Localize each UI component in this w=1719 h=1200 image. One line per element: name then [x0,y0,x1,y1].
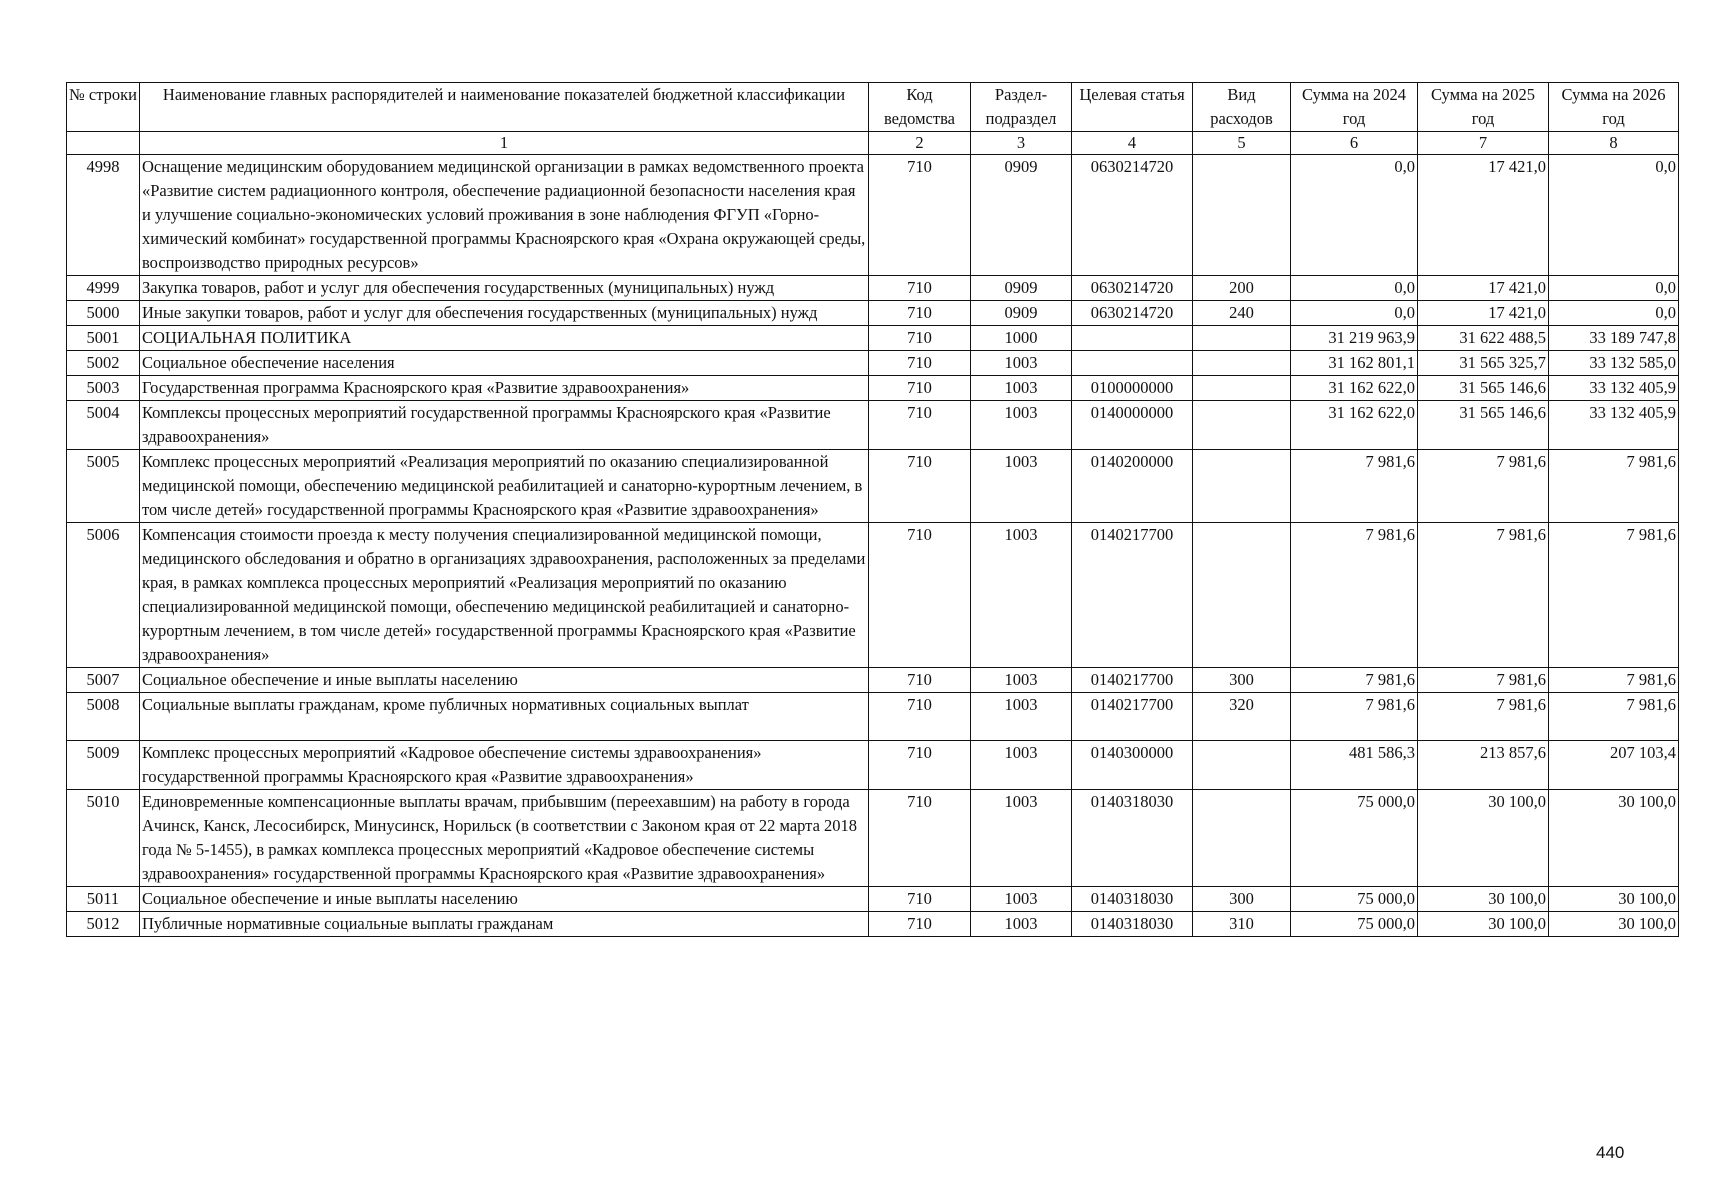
row-number: 4998 [67,155,140,276]
table-row [67,155,1679,276]
table-row [67,326,1679,351]
sum-2024: 7 981,6 [1291,523,1418,668]
sum-2025: 31 622 488,5 [1418,326,1549,351]
table-row [67,912,1679,937]
target-article: 0140318030 [1072,790,1193,887]
row-name: Оснащение медицинским оборудованием медицинской организации в рамках ведомственного проекта «Развитие систем радиационного контроля, обеспечение радиационной безопасности населения края и улучшение социально-экономических условий проживания в зоне наблюдения ФГУП «Горно-химический комбинат» государственной программы Красноярского края «Охрана окружающей среды, воспроизводство природных ресурсов» [140,155,869,276]
sum-2025: 30 100,0 [1418,887,1549,912]
department-code: 710 [869,401,971,450]
sum-2025: 17 421,0 [1418,155,1549,276]
row-name: Государственная программа Красноярского края «Развитие здравоохранения» [140,376,869,401]
target-article: 0140217700 [1072,523,1193,668]
section-code: 0909 [971,155,1072,276]
section-code: 1003 [971,741,1072,790]
section-code: 1003 [971,450,1072,523]
target-article [1072,351,1193,376]
target-article: 0140300000 [1072,741,1193,790]
row-name: Социальное обеспечение и иные выплаты населению [140,668,869,693]
section-code: 1003 [971,401,1072,450]
sum-2026: 30 100,0 [1549,912,1679,937]
table-row [67,887,1679,912]
column-number: 2 [869,132,971,155]
sum-2026: 0,0 [1549,276,1679,301]
column-number: 4 [1072,132,1193,155]
page-number: 440 [1596,1143,1625,1162]
row-number: 5011 [67,887,140,912]
sum-2024: 75 000,0 [1291,912,1418,937]
sum-2025: 17 421,0 [1418,276,1549,301]
expense-type [1193,790,1291,887]
section-code: 1003 [971,668,1072,693]
row-number: 5009 [67,741,140,790]
row-name: Компенсация стоимости проезда к месту получения специализированной медицинской помощи, медицинского обследования и обратно в организациях здравоохранения, расположенных за пределами края, в рамках комплекса процессных мероприятий «Реализация мероприятий по оказанию специализированной медицинской помощи, обеспечению медицинской реабилитацией и санаторно-курортным лечением, в том числе детей» государственной программы Красноярского края «Развитие здравоохранения» [140,523,869,668]
section-code: 1003 [971,912,1072,937]
department-code: 710 [869,887,971,912]
table-row [67,668,1679,693]
expense-type: 300 [1193,668,1291,693]
header-department-code: Код ведомства [869,83,971,132]
sum-2024: 0,0 [1291,155,1418,276]
header-expense-type: Вид расходов [1193,83,1291,132]
column-number: 3 [971,132,1072,155]
sum-2025: 31 565 146,6 [1418,376,1549,401]
sum-2025: 17 421,0 [1418,301,1549,326]
section-code: 1003 [971,693,1072,741]
budget-table [66,82,1679,937]
sum-2024: 31 162 622,0 [1291,376,1418,401]
sum-2024: 75 000,0 [1291,887,1418,912]
row-number: 5004 [67,401,140,450]
row-name: Иные закупки товаров, работ и услуг для обеспечения государственных (муниципальных) нужд [140,301,869,326]
sum-2026: 7 981,6 [1549,693,1679,741]
department-code: 710 [869,668,971,693]
sum-2025: 31 565 146,6 [1418,401,1549,450]
target-article: 0140200000 [1072,450,1193,523]
target-article: 0630214720 [1072,301,1193,326]
section-code: 1000 [971,326,1072,351]
row-number: 5012 [67,912,140,937]
department-code: 710 [869,376,971,401]
department-code: 710 [869,523,971,668]
table-row [67,693,1679,741]
sum-2026: 0,0 [1549,155,1679,276]
table-row [67,450,1679,523]
column-number: 7 [1418,132,1549,155]
sum-2026: 0,0 [1549,301,1679,326]
sum-2025: 31 565 325,7 [1418,351,1549,376]
expense-type [1193,351,1291,376]
expense-type [1193,523,1291,668]
section-code: 1003 [971,523,1072,668]
department-code: 710 [869,351,971,376]
table-row [67,741,1679,790]
expense-type: 320 [1193,693,1291,741]
header-row [67,83,1679,132]
header-sum-2026: Сумма на 2026 год [1549,83,1679,132]
row-name: СОЦИАЛЬНАЯ ПОЛИТИКА [140,326,869,351]
sum-2024: 7 981,6 [1291,450,1418,523]
row-number: 5008 [67,693,140,741]
section-code: 1003 [971,790,1072,887]
table-row [67,523,1679,668]
target-article: 0100000000 [1072,376,1193,401]
sum-2024: 0,0 [1291,301,1418,326]
department-code: 710 [869,790,971,887]
header-section: Раздел-подраздел [971,83,1072,132]
row-name: Закупка товаров, работ и услуг для обеспечения государственных (муниципальных) нужд [140,276,869,301]
sum-2025: 7 981,6 [1418,693,1549,741]
expense-type [1193,401,1291,450]
sum-2026: 7 981,6 [1549,668,1679,693]
sum-2025: 7 981,6 [1418,523,1549,668]
target-article: 0630214720 [1072,276,1193,301]
column-number [67,132,140,155]
row-number: 5000 [67,301,140,326]
sum-2024: 31 162 622,0 [1291,401,1418,450]
department-code: 710 [869,450,971,523]
expense-type: 240 [1193,301,1291,326]
table-row [67,351,1679,376]
sum-2024: 31 162 801,1 [1291,351,1418,376]
table-row [67,276,1679,301]
expense-type: 300 [1193,887,1291,912]
row-name: Социальное обеспечение населения [140,351,869,376]
row-name: Комплекс процессных мероприятий «Реализация мероприятий по оказанию специализированной медицинской помощи, обеспечению медицинской реабилитацией и санаторно-курортным лечением, в том числе детей» государственной программы Красноярского края «Развитие здравоохранения» [140,450,869,523]
column-number: 1 [140,132,869,155]
header-name: Наименование главных распорядителей и наименование показателей бюджетной классификации [140,83,869,132]
sum-2026: 30 100,0 [1549,790,1679,887]
sum-2026: 7 981,6 [1549,523,1679,668]
row-number: 5006 [67,523,140,668]
column-number: 8 [1549,132,1679,155]
target-article: 0630214720 [1072,155,1193,276]
header-row-number: № строки [67,83,140,132]
sum-2026: 33 189 747,8 [1549,326,1679,351]
sum-2024: 31 219 963,9 [1291,326,1418,351]
sum-2026: 7 981,6 [1549,450,1679,523]
table-row [67,376,1679,401]
expense-type [1193,155,1291,276]
sum-2024: 0,0 [1291,276,1418,301]
sum-2026: 30 100,0 [1549,887,1679,912]
sum-2026: 207 103,4 [1549,741,1679,790]
expense-type: 310 [1193,912,1291,937]
row-number: 5002 [67,351,140,376]
row-number: 4999 [67,276,140,301]
section-code: 0909 [971,276,1072,301]
target-article: 0140318030 [1072,887,1193,912]
section-code: 1003 [971,376,1072,401]
target-article: 0140217700 [1072,693,1193,741]
column-number: 5 [1193,132,1291,155]
column-number-row [67,132,1679,155]
row-name: Комплекс процессных мероприятий «Кадровое обеспечение системы здравоохранения» государственной программы Красноярского края «Развитие здравоохранения» [140,741,869,790]
expense-type [1193,326,1291,351]
header-sum-2025: Сумма на 2025 год [1418,83,1549,132]
expense-type [1193,741,1291,790]
table-row [67,401,1679,450]
sum-2025: 30 100,0 [1418,912,1549,937]
sum-2025: 30 100,0 [1418,790,1549,887]
column-number: 6 [1291,132,1418,155]
row-number: 5003 [67,376,140,401]
expense-type: 200 [1193,276,1291,301]
row-number: 5005 [67,450,140,523]
target-article: 0140318030 [1072,912,1193,937]
department-code: 710 [869,301,971,326]
sum-2025: 7 981,6 [1418,668,1549,693]
header-sum-2024: Сумма на 2024 год [1291,83,1418,132]
target-article: 0140217700 [1072,668,1193,693]
sum-2026: 33 132 585,0 [1549,351,1679,376]
department-code: 710 [869,693,971,741]
target-article [1072,326,1193,351]
sum-2024: 7 981,6 [1291,668,1418,693]
department-code: 710 [869,276,971,301]
section-code: 1003 [971,887,1072,912]
department-code: 710 [869,155,971,276]
target-article: 0140000000 [1072,401,1193,450]
sum-2024: 7 981,6 [1291,693,1418,741]
expense-type [1193,376,1291,401]
section-code: 1003 [971,351,1072,376]
sum-2024: 75 000,0 [1291,790,1418,887]
header-target-article: Целевая статья [1072,83,1193,132]
table-row [67,790,1679,887]
department-code: 710 [869,326,971,351]
row-name: Социальное обеспечение и иные выплаты населению [140,887,869,912]
section-code: 0909 [971,301,1072,326]
row-number: 5001 [67,326,140,351]
department-code: 710 [869,741,971,790]
sum-2024: 481 586,3 [1291,741,1418,790]
row-number: 5010 [67,790,140,887]
sum-2026: 33 132 405,9 [1549,376,1679,401]
sum-2025: 213 857,6 [1418,741,1549,790]
row-number: 5007 [67,668,140,693]
table-row [67,301,1679,326]
department-code: 710 [869,912,971,937]
row-name: Единовременные компенсационные выплаты врачам, прибывшим (переехавшим) на работу в города Ачинск, Канск, Лесосибирск, Минусинск, Норильск (в соответствии с Законом края от 22 марта 2018 года № 5-1455), в рамках комплекса процессных мероприятий «Кадровое обеспечение системы здравоохранения» государственной программы Красноярского края «Развитие здравоохранения» [140,790,869,887]
row-name: Комплексы процессных мероприятий государственной программы Красноярского края «Развитие здравоохранения» [140,401,869,450]
sum-2026: 33 132 405,9 [1549,401,1679,450]
sum-2025: 7 981,6 [1418,450,1549,523]
row-name: Социальные выплаты гражданам, кроме публичных нормативных социальных выплат [140,693,869,741]
expense-type [1193,450,1291,523]
row-name: Публичные нормативные социальные выплаты гражданам [140,912,869,937]
